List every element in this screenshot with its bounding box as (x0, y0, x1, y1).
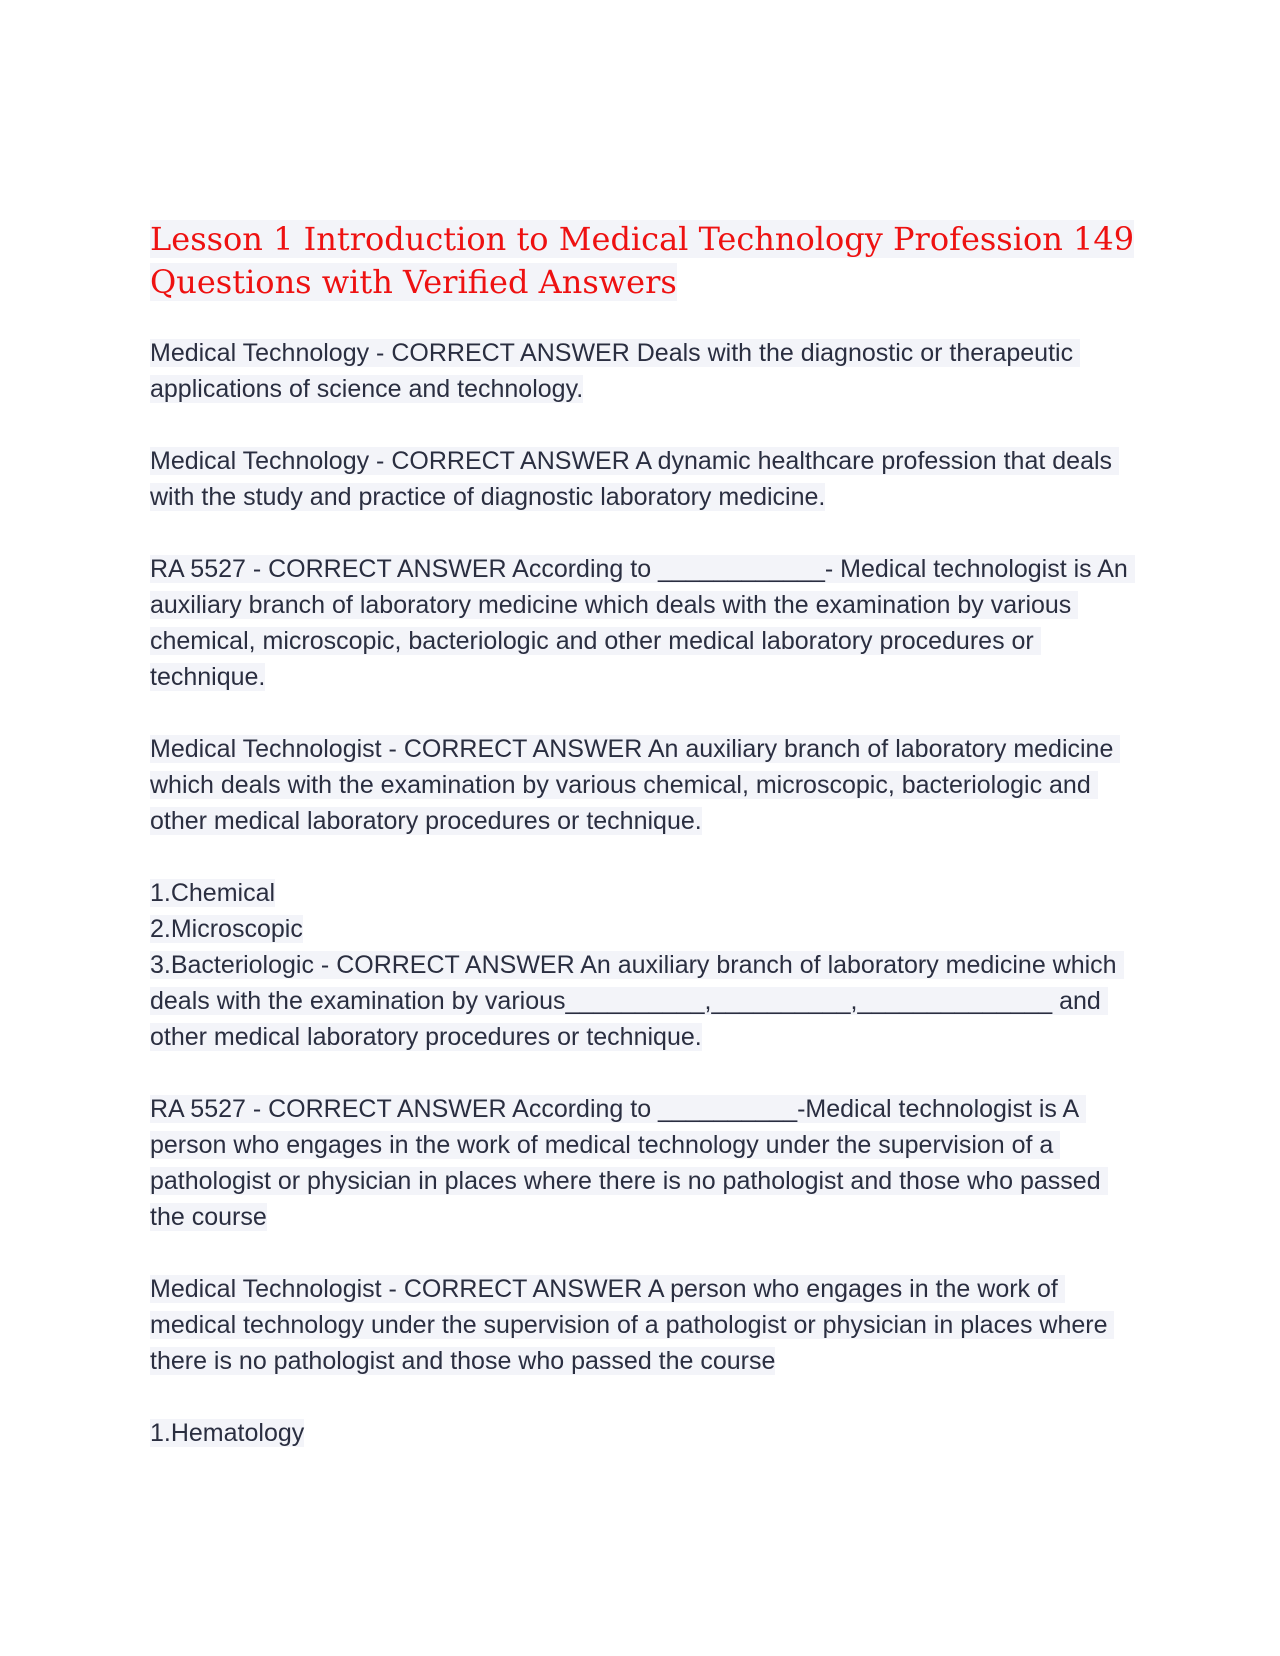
qa-entry-text: Medical Technology - CORRECT ANSWER A dynamic healthcare profession that deals with the study and practice of diagnostic laboratory medicine. (150, 447, 1119, 511)
qa-entry (150, 1271, 1140, 1379)
qa-entry-text: 1.Chemical 2.Microscopic 3.Bacteriologic - CORRECT ANSWER An auxiliary branch of laboratory medicine which deals with the examination by various__________,__________,______________ and other medical laboratory procedures or technique. (150, 879, 1124, 1051)
qa-entry (150, 1091, 1140, 1235)
document-page (150, 218, 1140, 1487)
qa-entry-text: Medical Technology - CORRECT ANSWER Deals with the diagnostic or therapeutic applications of science and technology. (150, 339, 1081, 403)
qa-entry-text: RA 5527 - CORRECT ANSWER According to ____________- Medical technologist is An auxiliary branch of laboratory medicine which deals with the examination by various chemical, microscopic, bacteriologic and other medical laboratory procedures or technique. (150, 555, 1135, 691)
qa-entry-text: 1.Hematology (150, 1419, 305, 1447)
document-title-text: Lesson 1 Introduction to Medical Technology Profession 149 Questions with Verified Answers (150, 220, 1135, 301)
qa-entry-text: Medical Technologist - CORRECT ANSWER An auxiliary branch of laboratory medicine which deals with the examination by various chemical, microscopic, bacteriologic and other medical laboratory procedures or technique. (150, 735, 1121, 835)
qa-entry (150, 731, 1140, 839)
qa-entry (150, 875, 1140, 1055)
qa-entry-text: RA 5527 - CORRECT ANSWER According to __________-Medical technologist is A person who engages in the work of medical technology under the supervision of a pathologist or physician in places where there is no pathologist and those who passed the course (150, 1095, 1108, 1231)
qa-entry-text: Medical Technologist - CORRECT ANSWER A person who engages in the work of medical technology under the supervision of a pathologist or physician in places where there is no pathologist and those who passed the course (150, 1275, 1115, 1375)
qa-entry (150, 1415, 1140, 1451)
qa-entry (150, 551, 1140, 695)
document-title (150, 218, 1140, 304)
qa-entry (150, 443, 1140, 515)
qa-entry (150, 335, 1140, 407)
